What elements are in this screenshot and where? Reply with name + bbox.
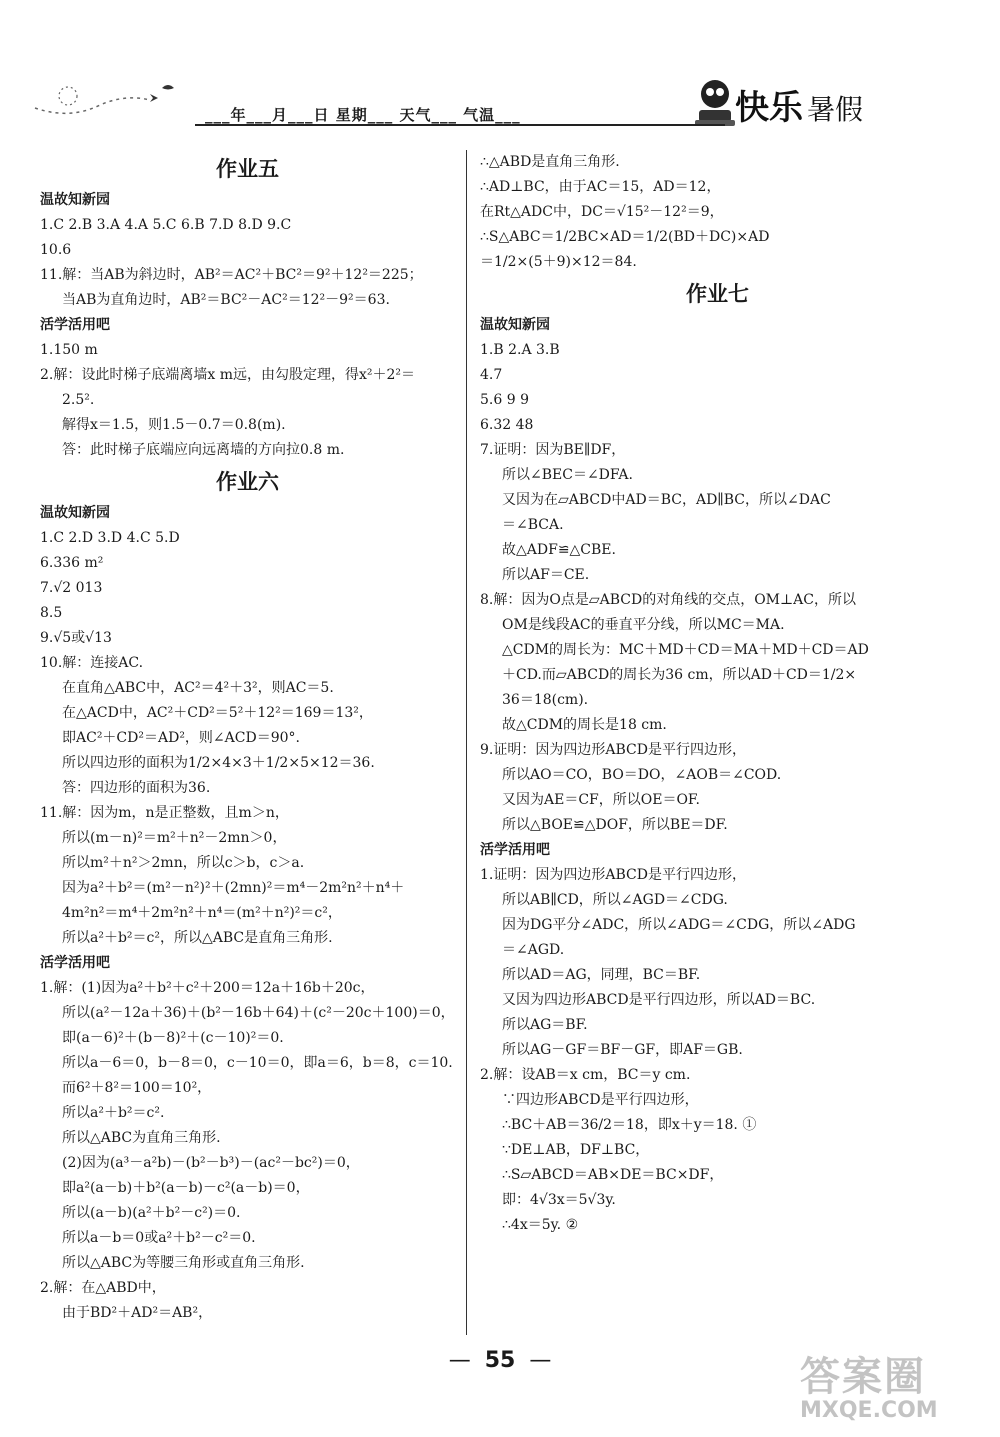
answer-line: 1.C 2.D 3.D 4.C 5.D <box>40 530 180 546</box>
page-number: — 55 — <box>448 1348 552 1373</box>
watermark-text: 答案圈 <box>800 1354 926 1400</box>
answer-line: 8.5 <box>40 605 63 621</box>
answer-line: ＝∠BCA. <box>502 517 564 533</box>
section-heading: 活学活用吧 <box>40 317 110 333</box>
answer-line: ＋CD.而▱ABCD的周长为36 cm，所以AD＋CD＝1/2× <box>502 667 857 683</box>
answer-line: 5.6 9 9 <box>480 392 529 408</box>
answer-line: ∴AD⊥BC，由于AC＝15，AD＝12， <box>480 179 721 195</box>
section-heading: 活学活用吧 <box>480 842 550 858</box>
answer-line: 所以△ABC为等腰三角形或直角三角形. <box>62 1255 305 1271</box>
answer-line: 2.5². <box>62 392 95 408</box>
answer-line: ∴BC＋AB＝36/2＝18，即x＋y＝18. ① <box>502 1117 757 1133</box>
column-divider <box>466 150 467 1335</box>
brand-sub: 暑假 <box>807 93 864 126</box>
watermark-url: MXQE.COM <box>800 1398 938 1423</box>
answer-line: 7.证明：因为BE∥DF， <box>480 442 626 458</box>
answer-line: 所以AG＝BF. <box>502 1017 588 1033</box>
answer-line: 由于BD²＋AD²＝AB²， <box>62 1305 213 1321</box>
answer-line: 因为DG平分∠ADC，所以∠ADG＝∠CDG，所以∠ADG <box>502 917 856 933</box>
left-column <box>40 150 455 1326</box>
answer-line: 又因为在▱ABCD中AD＝BC，AD∥BC，所以∠DAC <box>502 492 831 508</box>
answer-line: ＝∠AGD. <box>502 942 565 958</box>
page-header <box>0 0 1000 140</box>
answer-line: 所以a－6＝0，b－8＝0，c－10＝0，即a＝6，b＝8，c＝10. <box>62 1055 453 1071</box>
assignment-title: 作业六 <box>216 470 279 494</box>
section-heading: 温故知新园 <box>40 192 110 208</box>
answer-line: 6.336 m² <box>40 555 104 571</box>
answer-line: ∴S△ABC＝1/2BC×AD＝1/2(BD＋DC)×AD <box>480 229 770 245</box>
answer-line: 1.C 2.B 3.A 4.A 5.C 6.B 7.D 8.D 9.C <box>40 217 292 233</box>
answer-line: 解得x＝1.5，则1.5－0.7＝0.8(m). <box>62 417 286 433</box>
answer-line: ∵DE⊥AB，DF⊥BC， <box>502 1142 650 1158</box>
answer-line: 当AB为直角边时，AB²＝BC²－AC²＝12²－9²＝63. <box>62 292 390 308</box>
date-weather-fields: ___年___月___日 星期___ 天气___ 气温___ <box>205 106 521 124</box>
answer-line: 2.解：设此时梯子底端离墙x m远，由勾股定理，得x²＋2²＝ <box>40 367 416 383</box>
answer-line: 36＝18(cm). <box>502 692 589 708</box>
answer-line: 所以四边形的面积为1/2×4×3＋1/2×5×12＝36. <box>62 755 375 771</box>
answer-line: 所以m²＋n²＞2mn，所以c＞b，c＞a. <box>62 855 305 871</box>
answer-line: (2)因为(a³－a²b)－(b²－b³)－(ac²－bc²)＝0， <box>62 1155 360 1171</box>
answer-line: ∴△ABD是直角三角形. <box>480 154 620 170</box>
answer-line: 在△ACD中，AC²＋CD²＝5²＋12²＝169＝13²， <box>62 705 373 721</box>
answer-line: 即：4√3x＝5√3y. <box>502 1192 616 1208</box>
answer-line: ∵四边形ABCD是平行四边形， <box>502 1092 699 1108</box>
answer-line: 10.6 <box>40 242 72 258</box>
section-heading: 温故知新园 <box>40 505 110 521</box>
answer-line: 4m²n²＝m⁴＋2m²n²＋n⁴＝(m²＋n²)²＝c²， <box>62 905 342 921</box>
answer-line: 所以(a－b)(a²＋b²－c²)＝0. <box>62 1205 241 1221</box>
answer-line: 所以AF＝CE. <box>502 567 590 583</box>
answer-line: 11.解：当AB为斜边时，AB²＝AC²＋BC²＝9²＋12²＝225； <box>40 267 423 283</box>
answer-line: 所以AG－GF＝BF－GF，即AF＝GB. <box>502 1042 743 1058</box>
answer-line: 答：此时梯子底端应向远离墙的方向拉0.8 m. <box>62 442 345 458</box>
brand-title <box>735 80 863 129</box>
answer-line: 所以a²＋b²＝c²，所以△ABC是直角三角形. <box>62 930 333 946</box>
answer-line: 1.解：(1)因为a²＋b²＋c²＋200＝12a＋16b＋20c， <box>40 980 375 996</box>
answer-line: 而6²＋8²＝100＝10²， <box>62 1080 212 1096</box>
answer-line: 所以a－b＝0或a²＋b²－c²＝0. <box>62 1230 256 1246</box>
answer-line: 所以(m－n)²＝m²＋n²－2mn＞0， <box>62 830 287 846</box>
section-heading: 活学活用吧 <box>40 955 110 971</box>
answer-line: 6.32 48 <box>480 417 534 433</box>
answer-line: 又因为四边形ABCD是平行四边形，所以AD＝BC. <box>502 992 816 1008</box>
answer-line: 即(a－6)²＋(b－8)²＋(c－10)²＝0. <box>62 1030 284 1046</box>
answer-line: 11.解：因为m，n是正整数，且m＞n， <box>40 805 289 821</box>
answer-line: 在直角△ABC中，AC²＝4²＋3²，则AC＝5. <box>62 680 334 696</box>
answer-line: 所以△BOE≌△DOF，所以BE＝DF. <box>502 817 728 833</box>
answer-line: △CDM的周长为：MC＋MD＋CD＝MA＋MD＋CD＝AD <box>502 642 869 658</box>
answer-line: ∴4x＝5y. ② <box>502 1217 579 1233</box>
answer-line: OM是线段AC的垂直平分线，所以MC＝MA. <box>502 617 785 633</box>
answer-line: 2.解：在△ABD中， <box>40 1280 166 1296</box>
answer-line: 又因为AE＝CF，所以OE＝OF. <box>502 792 700 808</box>
answer-line: 所以AO＝CO，BO＝DO，∠AOB＝∠COD. <box>502 767 782 783</box>
answer-line: 即a²(a－b)＋b²(a－b)－c²(a－b)＝0， <box>62 1180 310 1196</box>
assignment-title: 作业五 <box>216 157 279 181</box>
answer-line: 所以(a²－12a＋36)＋(b²－16b＋64)＋(c²－20c＋100)＝0， <box>62 1005 455 1021</box>
answer-line: 9.√5或√13 <box>40 630 112 646</box>
answer-line: 1.证明：因为四边形ABCD是平行四边形， <box>480 867 746 883</box>
answer-line: 8.解：因为O点是▱ABCD的对角线的交点，OM⊥AC，所以 <box>480 592 856 608</box>
answer-line: 9.证明：因为四边形ABCD是平行四边形， <box>480 742 746 758</box>
right-column <box>480 150 955 1238</box>
answer-line: 7.√2 013 <box>40 580 103 596</box>
answer-line: 因为a²＋b²＝(m²－n²)²＋(2mn)²＝m⁴－2m²n²＋n⁴＋ <box>62 880 405 896</box>
answer-line: 所以AB∥CD，所以∠AGD＝∠CDG. <box>502 892 728 908</box>
answer-line: ∴S▱ABCD＝AB×DE＝BC×DF， <box>502 1167 724 1183</box>
answer-line: 故△ADF≌△CBE. <box>502 542 616 558</box>
answer-line: 10.解：连接AC. <box>40 655 144 671</box>
answer-line: 答：四边形的面积为36. <box>62 780 211 796</box>
header-rule <box>195 124 725 126</box>
answer-line: 即AC²＋CD²＝AD²，则∠ACD＝90°. <box>62 730 300 746</box>
answer-line: 1.150 m <box>40 342 98 358</box>
answer-line: 所以AD＝AG，同理，BC＝BF. <box>502 967 701 983</box>
answer-line: 4.7 <box>480 367 503 383</box>
assignment-title: 作业七 <box>686 282 749 306</box>
answer-line: 在Rt△ADC中，DC＝√15²－12²＝9， <box>480 204 724 220</box>
page-number-value: 55 <box>484 1348 516 1373</box>
answer-line: 故△CDM的周长是18 cm. <box>502 717 667 733</box>
answer-line: ＝1/2×(5＋9)×12＝84. <box>480 254 637 270</box>
answer-line: 2.解：设AB＝x cm，BC＝y cm. <box>480 1067 691 1083</box>
watermark <box>800 1345 990 1435</box>
answer-line: 所以△ABC为直角三角形. <box>62 1130 221 1146</box>
dotted-flight-doodle <box>30 80 180 120</box>
answer-line: 所以∠BEC＝∠DFA. <box>502 467 633 483</box>
brand-main: 快乐 <box>735 88 803 128</box>
answer-line: 所以a²＋b²＝c². <box>62 1105 165 1121</box>
section-heading: 温故知新园 <box>480 317 550 333</box>
answer-line: 1.B 2.A 3.B <box>480 342 560 358</box>
